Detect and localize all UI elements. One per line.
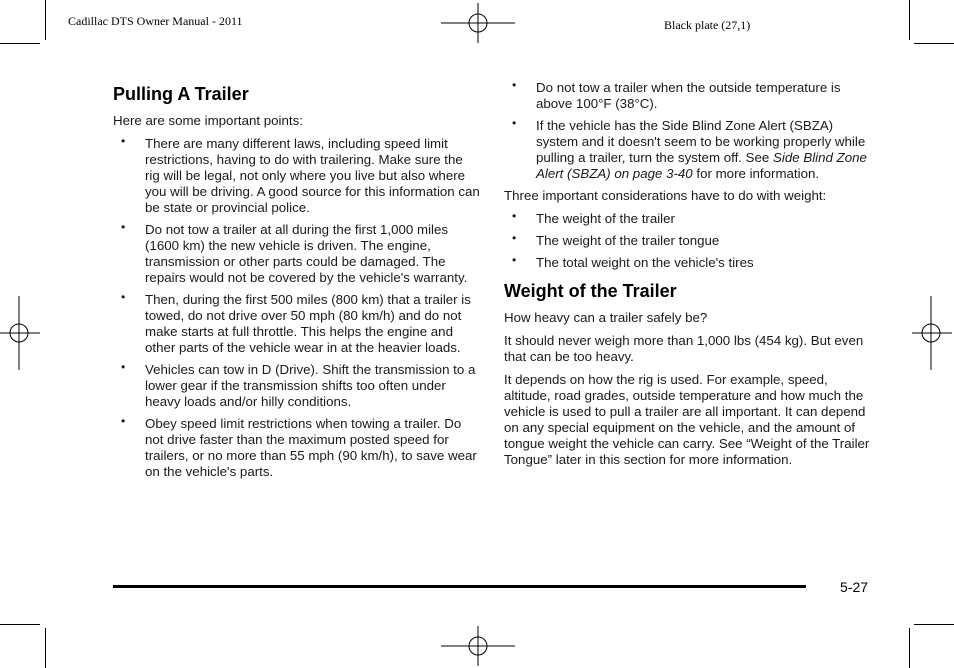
list-item: • There are many different laws, including speed limit restrictions, having to do with trailering. Make sure the rig will be legal, not only where you live but also where you will be driving. A good source for this information can be state or provincial police. [113,136,481,216]
list-item: • The weight of the trailer [504,211,874,227]
section-title-weight-of-the-trailer: Weight of the Trailer [504,281,677,301]
crop-mark [45,0,46,40]
list-item: • The weight of the trailer tongue [504,233,874,249]
crop-mark [0,43,40,44]
sbza-text: If the vehicle has the Side Blind Zone Alert (SBZA) system and it doesn't seem to be working properly while pulling a trailer, turn the system off. See [536,118,866,165]
list-item: • Do not tow a trailer at all during the first 1,000 miles (1600 km) the new vehicle is driven. The engine, transmission or other parts could be damaged. The repairs would not be covered by the vehicle's warranty. [113,222,481,286]
list-item: • Then, during the first 500 miles (800 km) that a trailer is towed, do not drive over 50 mph (80 km/h) and do not make starts at full throttle. This helps the engine and other parts of the vehicle wear in at the heavier loads. [113,292,481,356]
left-column [113,84,481,486]
registration-mark-right [912,296,952,370]
header-manual-title: Cadillac DTS Owner Manual - 2011 [68,14,243,28]
registration-mark-left [0,296,40,370]
list-item: • The total weight on the vehicle's tires [504,255,874,271]
page-number: 5-27 [840,579,869,595]
intro-text: Here are some important points: [113,113,303,128]
registration-mark-top [441,3,515,43]
weight-intro-text: Three important considerations have to do with weight: [504,188,827,203]
sbza-page-reference-link[interactable]: Side Blind Zone Alert (SBZA) on page 3-40 [536,150,867,181]
crop-mark [45,628,46,668]
list-item: • Obey speed limit restrictions when towing a trailer. Do not drive faster than the maximum posted speed for trailers, or no more than 55 mph (90 km/h), to save wear on the vehicle's parts. [113,416,481,480]
sbza-text-end: for more information. [692,166,820,181]
crop-mark [914,624,954,625]
footer-rule [113,585,806,588]
crop-mark [909,628,910,668]
section-title-pulling-a-trailer: Pulling A Trailer [113,84,249,104]
header-plate-id: Black plate (27,1) [664,18,751,32]
list-item: • Vehicles can tow in D (Drive). Shift the transmission to a lower gear if the transmission shifts too often under heavy loads and/or hilly conditions. [113,362,481,410]
registration-mark-bottom [441,626,515,666]
crop-mark [909,0,910,40]
paragraph: It should never weigh more than 1,000 lbs (454 kg). But even that can be too heavy. [504,333,864,364]
paragraph: It depends on how the rig is used. For example, speed, altitude, road grades, outside temperature and how much the vehicle is used to pull a trailer are all important. It can depend on any special equipment on the vehicle, and the amount of tongue weight the vehicle can carry. See “Weight of the Trailer Tongue” later in this section for more information. [504,372,870,467]
crop-mark [0,624,40,625]
right-column [504,80,874,475]
paragraph: How heavy can a trailer safely be? [504,310,708,325]
list-item-sbza [504,118,874,182]
crop-mark [914,43,954,44]
list-item-temperature: • Do not tow a trailer when the outside temperature is above 100°F (38°C). [504,80,874,112]
